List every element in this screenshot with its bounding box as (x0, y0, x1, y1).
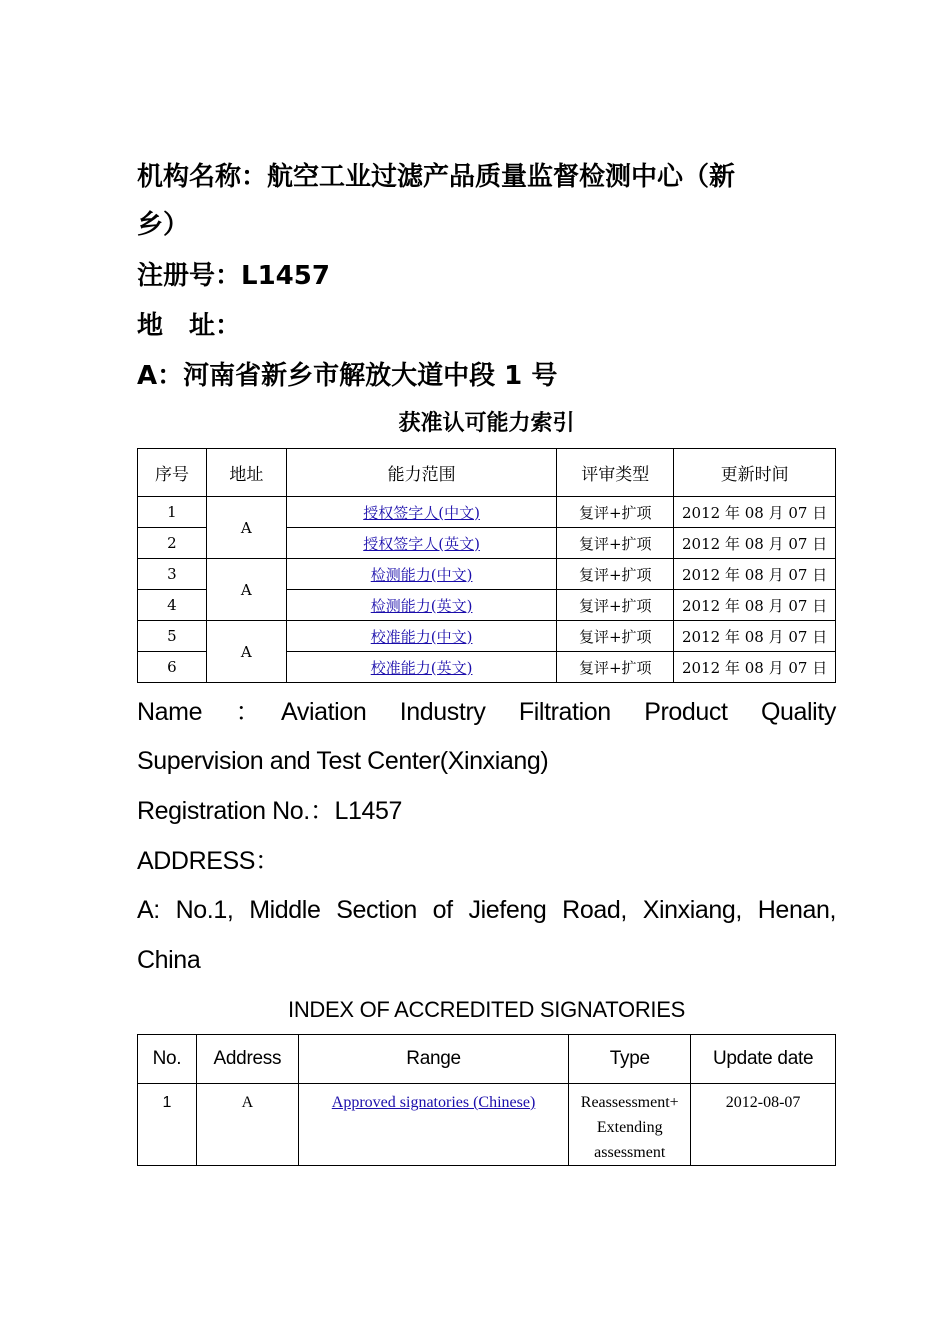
cell-range (298, 1084, 568, 1166)
header-type: 评审类型 (557, 449, 674, 497)
accreditation-index-table-cn (137, 448, 836, 683)
address-a-en-line2: China (137, 946, 201, 974)
org-name-en-line2: Supervision and Test Center(Xinxiang) (137, 747, 549, 775)
table-row (138, 621, 836, 652)
cell-date: 2012 年 08 月 07 日 (674, 559, 836, 590)
header-range: Range (298, 1035, 568, 1084)
cell-type: 复评+扩项 (557, 590, 674, 621)
registration-en: Registration No.：L1457 (137, 797, 402, 825)
table-row (138, 1084, 836, 1166)
cell-no: 1 (138, 497, 207, 528)
signatories-index-table-en (137, 1034, 836, 1166)
table-row (138, 559, 836, 590)
cell-no: 5 (138, 621, 207, 652)
address-label-en: ADDRESS： (137, 847, 280, 875)
header-range: 能力范围 (286, 449, 557, 497)
cell-range (286, 497, 557, 528)
cell-range (286, 559, 557, 590)
cell-date: 2012-08-07 (691, 1084, 836, 1166)
cell-no: 4 (138, 590, 207, 621)
cell-type: 复评+扩项 (557, 559, 674, 590)
cell-no: 2 (138, 528, 207, 559)
cell-date: 2012 年 08 月 07 日 (674, 528, 836, 559)
cell-range (286, 590, 557, 621)
type-line: Reassessment+ (580, 1094, 679, 1111)
address-a-cn: A：河南省新乡市解放大道中段 1 号 (137, 361, 558, 391)
cell-date: 2012 年 08 月 07 日 (674, 590, 836, 621)
cell-address: A (206, 559, 286, 621)
address-a-en-line1: A: No.1, Middle Section of Jiefeng Road, Xinxiang, Henan, (137, 896, 836, 924)
header-address: Address (196, 1035, 298, 1084)
cell-address: A (196, 1084, 298, 1166)
header-no: No. (138, 1035, 197, 1084)
cell-type: 复评+扩项 (557, 621, 674, 652)
cell-date: 2012 年 08 月 07 日 (674, 497, 836, 528)
org-name-line1: 机构名称：航空工业过滤产品质量监督检测中心（新 (137, 162, 736, 192)
cell-type: 复评+扩项 (557, 652, 674, 683)
cell-type: 复评+扩项 (557, 528, 674, 559)
registration-cn: 注册号：L1457 (137, 261, 330, 291)
cell-date: 2012 年 08 月 07 日 (674, 652, 836, 683)
type-line: assessment (594, 1144, 666, 1161)
cell-no: 1 (138, 1084, 197, 1166)
range-link[interactable]: 校准能力(中文) (370, 627, 473, 646)
cell-range (286, 652, 557, 683)
range-link[interactable]: 检测能力(中文) (370, 565, 473, 584)
range-link[interactable]: 检测能力(英文) (370, 596, 473, 615)
header-date: 更新时间 (674, 449, 836, 497)
org-name (137, 153, 837, 249)
index-title-en: INDEX OF ACCREDITED SIGNATORIES (288, 997, 685, 1022)
cell-range (286, 621, 557, 652)
table-header-row (138, 1035, 836, 1084)
index-title-cn: 获准认可能力索引 (398, 411, 575, 436)
header-no: 序号 (138, 449, 207, 497)
cell-type: 复评+扩项 (557, 497, 674, 528)
org-name-line2: 乡） (137, 210, 190, 240)
type-line: Extending (596, 1119, 663, 1136)
cell-address: A (206, 497, 286, 559)
org-name-en-line1: Name ： Aviation Industry Filtration Product Quality (137, 698, 836, 726)
range-link[interactable]: 校准能力(英文) (370, 658, 473, 677)
address-label-cn: 地 址： (137, 311, 242, 341)
cell-no: 6 (138, 652, 207, 683)
cell-range (286, 528, 557, 559)
cell-address: A (206, 621, 286, 683)
table-header-row (138, 449, 836, 497)
cell-type (569, 1084, 691, 1166)
header-address: 地址 (206, 449, 286, 497)
range-link[interactable]: 授权签字人(中文) (363, 503, 480, 522)
cell-no: 3 (138, 559, 207, 590)
header-update-date: Update date (691, 1035, 836, 1084)
table-row (138, 497, 836, 528)
range-link[interactable]: Approved signatories (Chinese) (331, 1094, 536, 1111)
header-type: Type (569, 1035, 691, 1084)
range-link[interactable]: 授权签字人(英文) (363, 534, 480, 553)
cell-date: 2012 年 08 月 07 日 (674, 621, 836, 652)
